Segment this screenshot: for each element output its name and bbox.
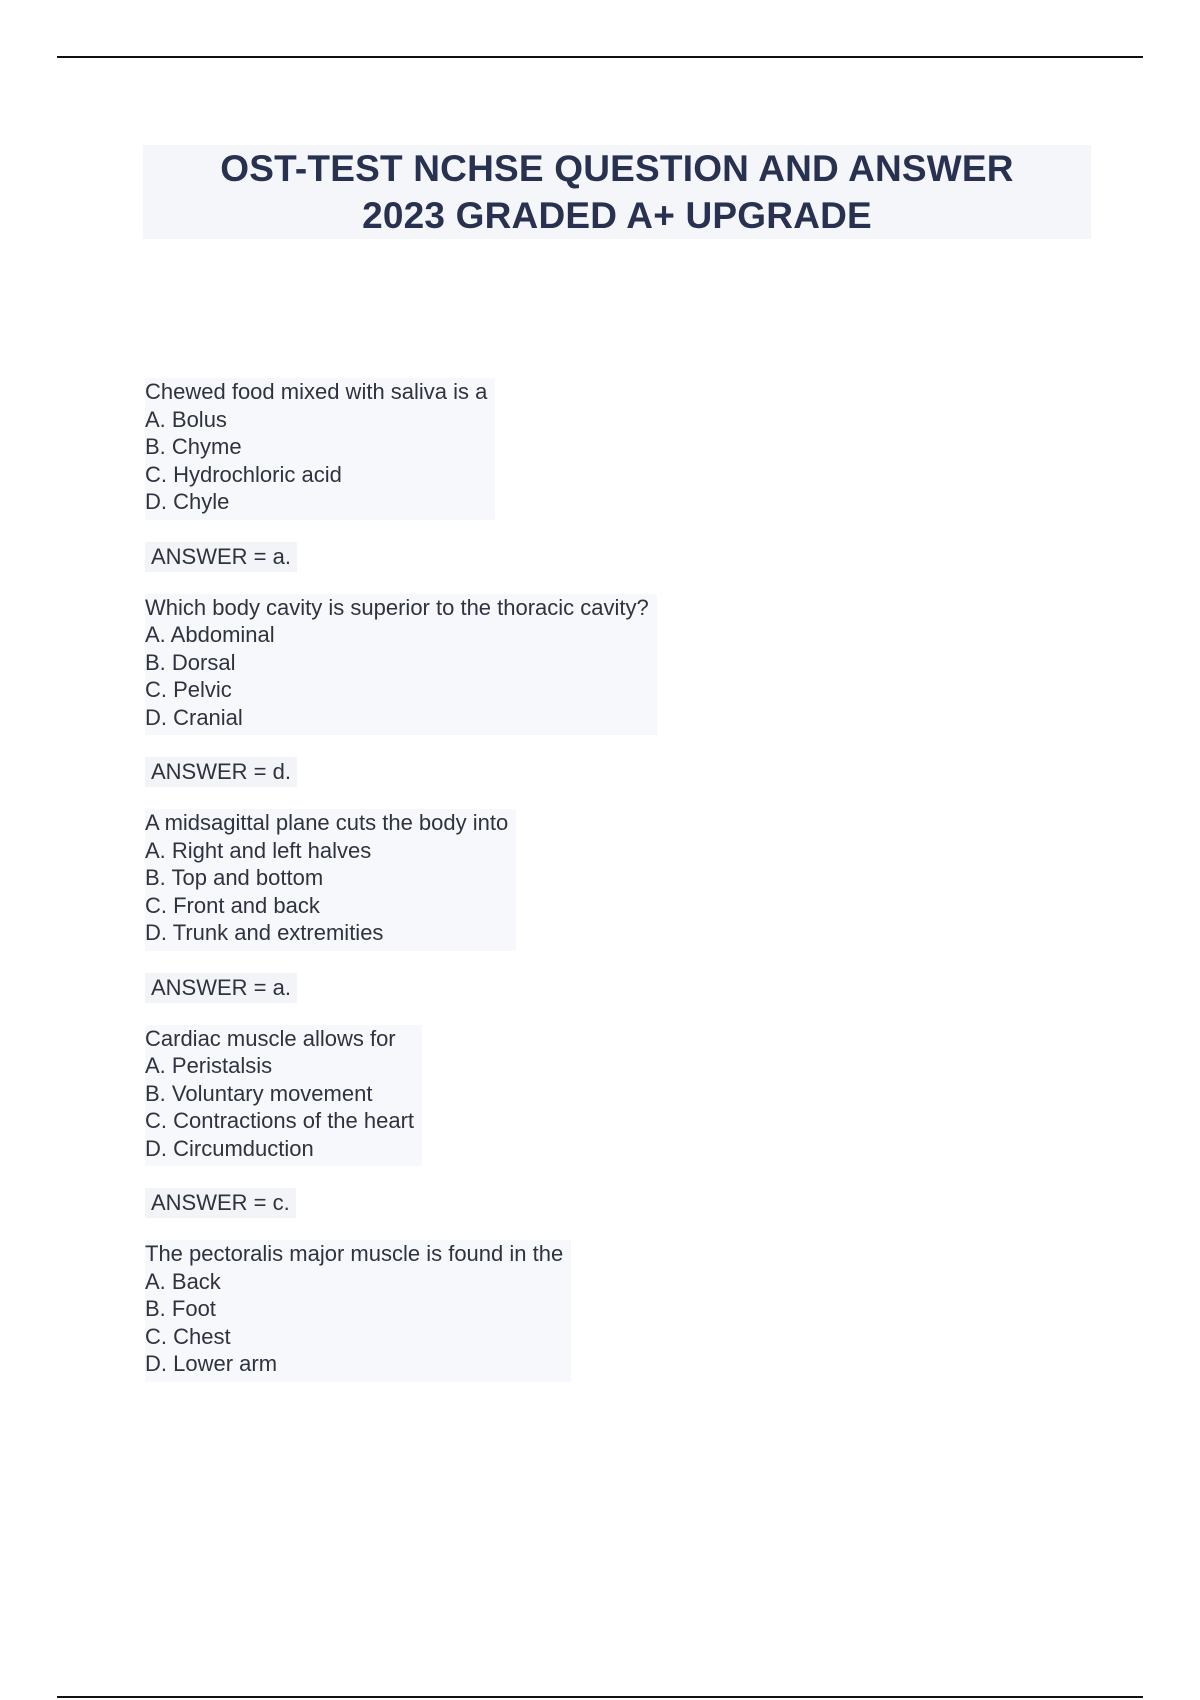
option-c: C. Front and back (145, 892, 320, 918)
question-text: Which body cavity is superior to the thoracic cavity? (145, 594, 649, 620)
answer-text: ANSWER = a. (145, 973, 297, 1003)
option-c: C. Pelvic (145, 677, 232, 702)
question-item (145, 378, 1045, 594)
option-a: A. Bolus (145, 406, 227, 432)
option-d: D. Circumduction (145, 1135, 314, 1161)
question-block (145, 1240, 571, 1382)
question-text: The pectoralis major muscle is found in the (145, 1241, 564, 1266)
option-d: D. Cranial (145, 704, 243, 730)
option-a: A. Peristalsis (145, 1053, 273, 1078)
option-b: B. Voluntary movement (145, 1080, 373, 1106)
answer-text: ANSWER = c. (145, 1188, 296, 1218)
option-c: C. Contractions of the heart (145, 1108, 415, 1133)
question-text: Cardiac muscle allows for (145, 1025, 396, 1051)
document-title-banner (143, 145, 1091, 239)
question-list (145, 378, 1045, 1382)
question-block (145, 378, 495, 520)
question-block (145, 594, 657, 736)
option-b: B. Chyme (145, 434, 242, 459)
option-c: C. Hydrochloric acid (145, 461, 342, 487)
option-a: A. Back (145, 1268, 221, 1294)
question-item (145, 809, 1045, 1025)
question-text: A midsagittal plane cuts the body into (145, 810, 509, 835)
document-title-line-1: OST-TEST NCHSE QUESTION AND ANSWER (220, 148, 1014, 189)
option-d: D. Chyle (145, 489, 230, 514)
option-a: A. Abdominal (145, 622, 275, 647)
question-item (145, 1025, 1045, 1241)
question-text: Chewed food mixed with saliva is a (145, 379, 488, 404)
answer-text: ANSWER = d. (145, 757, 297, 787)
question-block (145, 809, 516, 951)
option-d: D. Lower arm (145, 1351, 278, 1376)
option-a: A. Right and left halves (145, 837, 372, 863)
question-item (145, 1240, 1045, 1382)
option-c: C. Chest (145, 1323, 231, 1349)
top-rule (57, 56, 1143, 58)
option-b: B. Dorsal (145, 649, 236, 675)
question-block (145, 1025, 422, 1167)
option-b: B. Top and bottom (145, 865, 324, 890)
document-title-line-2: 2023 GRADED A+ UPGRADE (362, 195, 872, 236)
question-item (145, 594, 1045, 810)
answer-text: ANSWER = a. (145, 542, 297, 572)
bottom-rule (57, 1696, 1143, 1698)
option-b: B. Foot (145, 1296, 216, 1321)
option-d: D. Trunk and extremities (145, 920, 384, 945)
